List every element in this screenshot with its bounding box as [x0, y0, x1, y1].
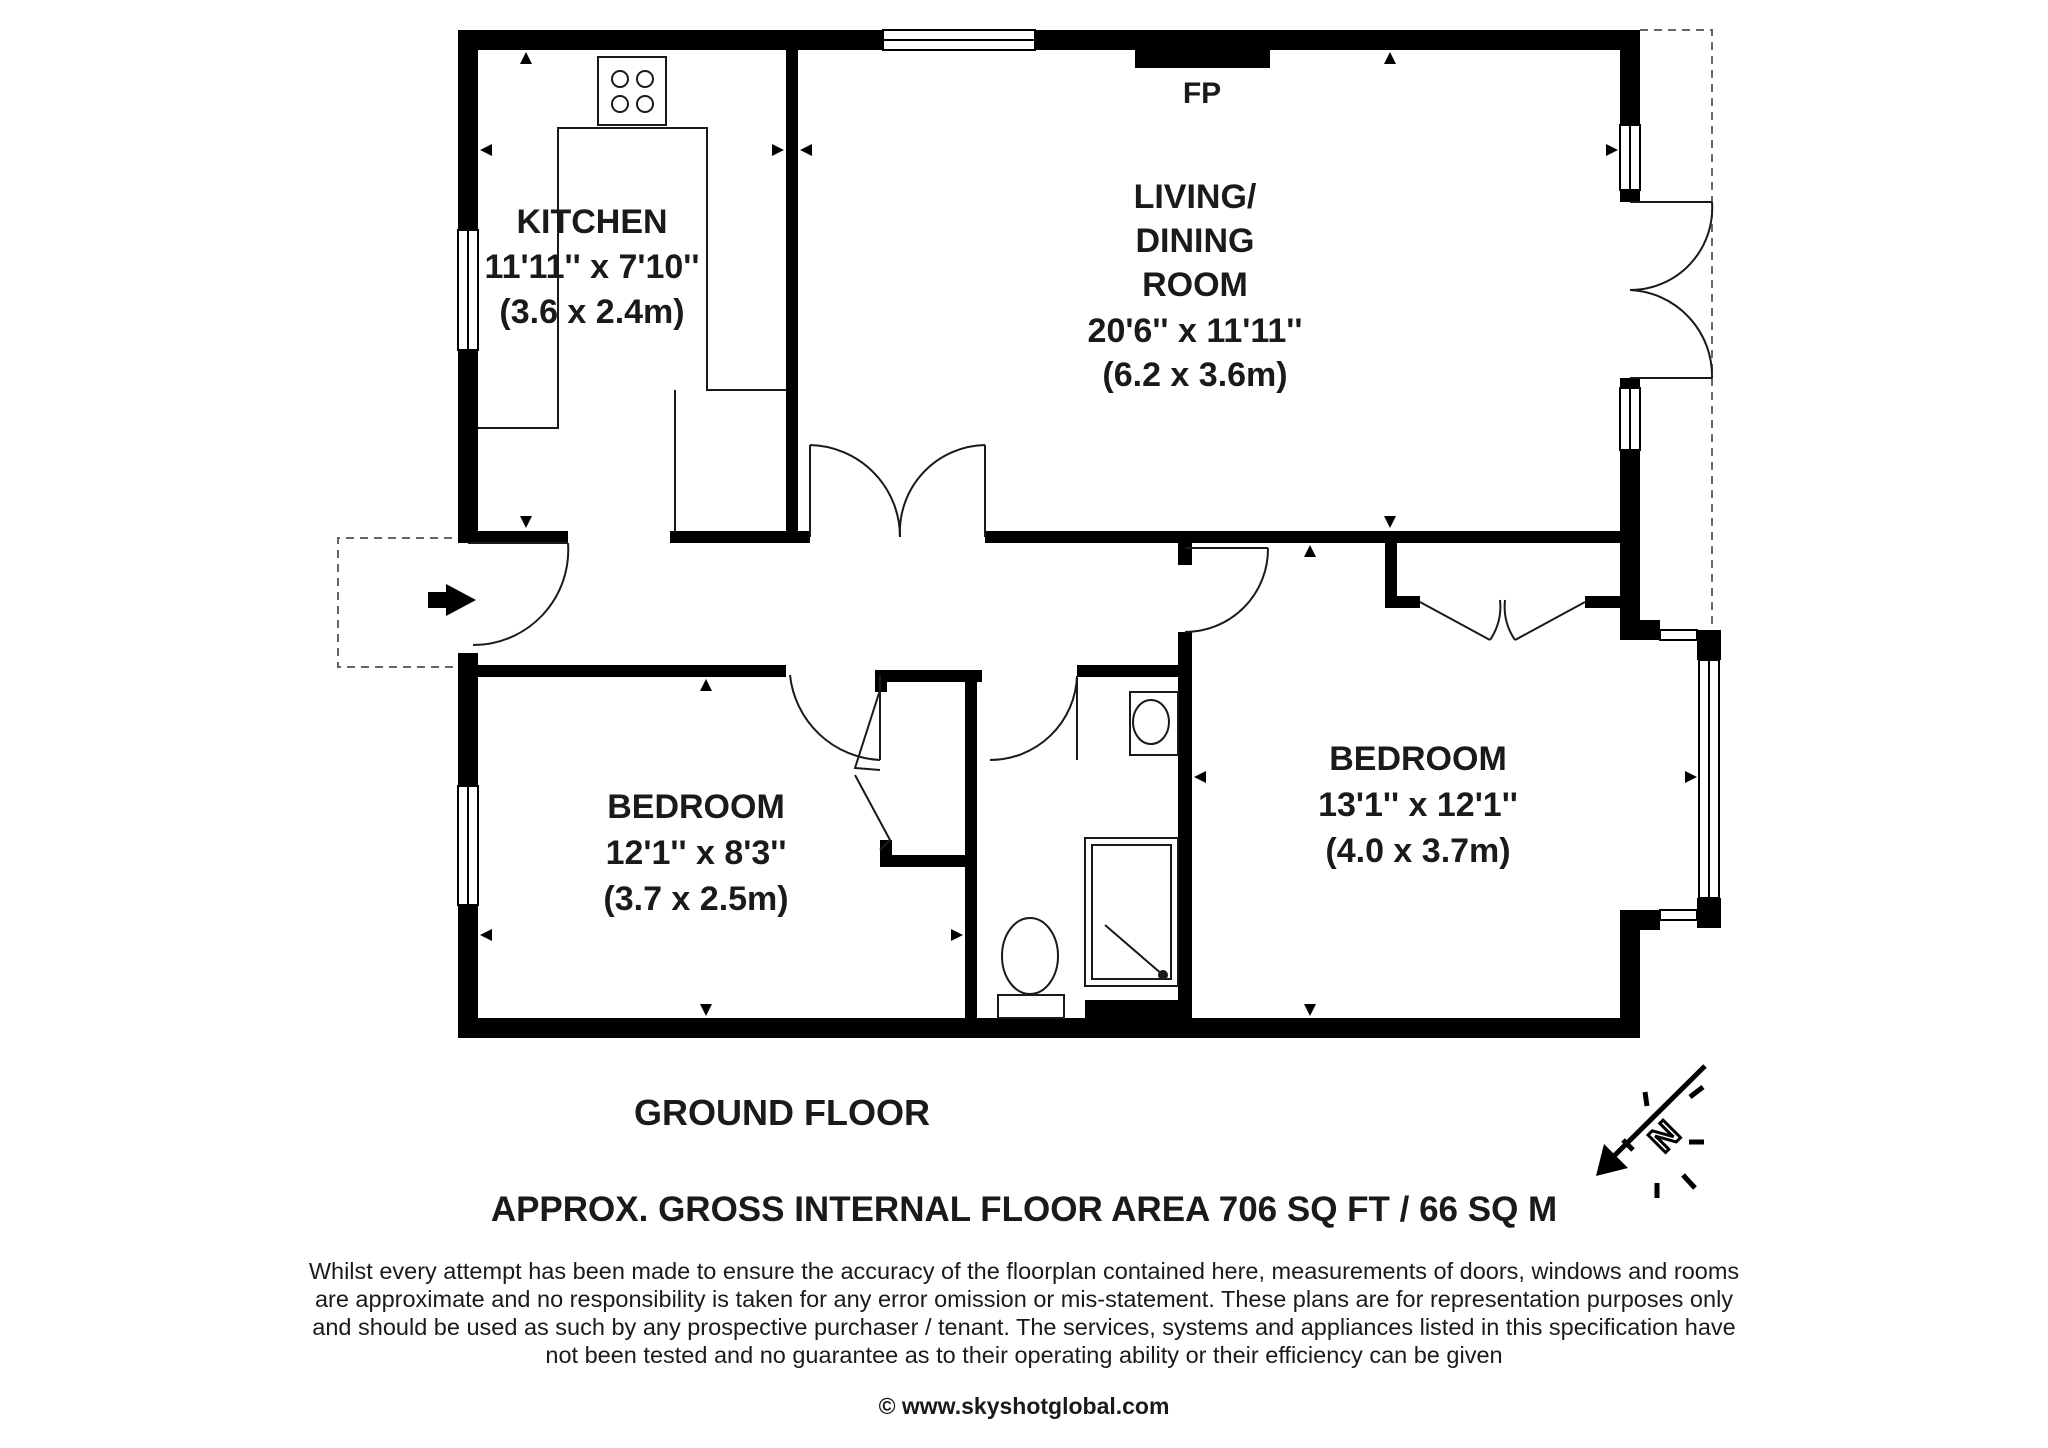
- windows: [458, 30, 1719, 920]
- kitchen-size-metric: (3.6 x 2.4m): [499, 293, 685, 331]
- toilet: [1002, 918, 1058, 994]
- entrance-arrow-icon: [428, 584, 476, 616]
- sink: [1133, 700, 1169, 744]
- living-name-2: DINING: [1135, 222, 1255, 260]
- fireplace: [1135, 50, 1270, 68]
- bedroom-right-size-metric: (4.0 x 3.7m): [1325, 832, 1511, 870]
- bedroom-left-size-imperial: 12'1'' x 8'3'': [605, 834, 787, 872]
- bedroom-left-label: [603, 788, 788, 918]
- bedroom-right-label: [1318, 740, 1518, 870]
- kitchen-name: KITCHEN: [516, 203, 668, 241]
- shower-tray: [1085, 838, 1178, 986]
- kitchen-label: [485, 203, 700, 331]
- north-compass-icon: [1596, 1066, 1705, 1198]
- living-label: [1088, 178, 1303, 394]
- living-name-3: ROOM: [1142, 266, 1248, 304]
- living-size-metric: (6.2 x 3.6m): [1102, 356, 1288, 394]
- hob: [598, 57, 666, 125]
- bathroom-fixtures: [998, 692, 1178, 1018]
- bedroom-right-size-imperial: 13'1'' x 12'1'': [1318, 786, 1518, 824]
- dashed-outline-areas: [338, 30, 1712, 667]
- bedroom-left-name: BEDROOM: [607, 788, 785, 826]
- bedroom-right-name: BEDROOM: [1329, 740, 1507, 778]
- living-name-1: LIVING/: [1133, 178, 1257, 216]
- copyright-link[interactable]: © www.skyshotglobal.com: [878, 1393, 1170, 1419]
- floor-area-summary: APPROX. GROSS INTERNAL FLOOR AREA 706 SQ FT / 66 SQ M: [490, 1190, 1558, 1229]
- fireplace-label: FP: [1182, 77, 1222, 110]
- living-size-imperial: 20'6'' x 11'11'': [1087, 312, 1303, 350]
- bedroom-left-size-metric: (3.7 x 2.5m): [603, 880, 789, 918]
- kitchen-size-imperial: 11'11'' x 7'10'': [484, 248, 700, 286]
- compass-label: N: [1640, 1112, 1688, 1160]
- floor-title: GROUND FLOOR: [634, 1092, 930, 1133]
- disclaimer-text: Whilst every attempt has been made to ensure the accuracy of the floorplan contained here, measurements of doors, windows and rooms are approximate and no responsibility is taken for any error omission or mis-statement. These plans are for representation purposes only and should be used as such by any prospective purchaser / tenant. The services, systems and appliances listed in this specification have not been tested and no guarantee as to their operating ability or their efficiency can be given: [308, 1258, 1740, 1368]
